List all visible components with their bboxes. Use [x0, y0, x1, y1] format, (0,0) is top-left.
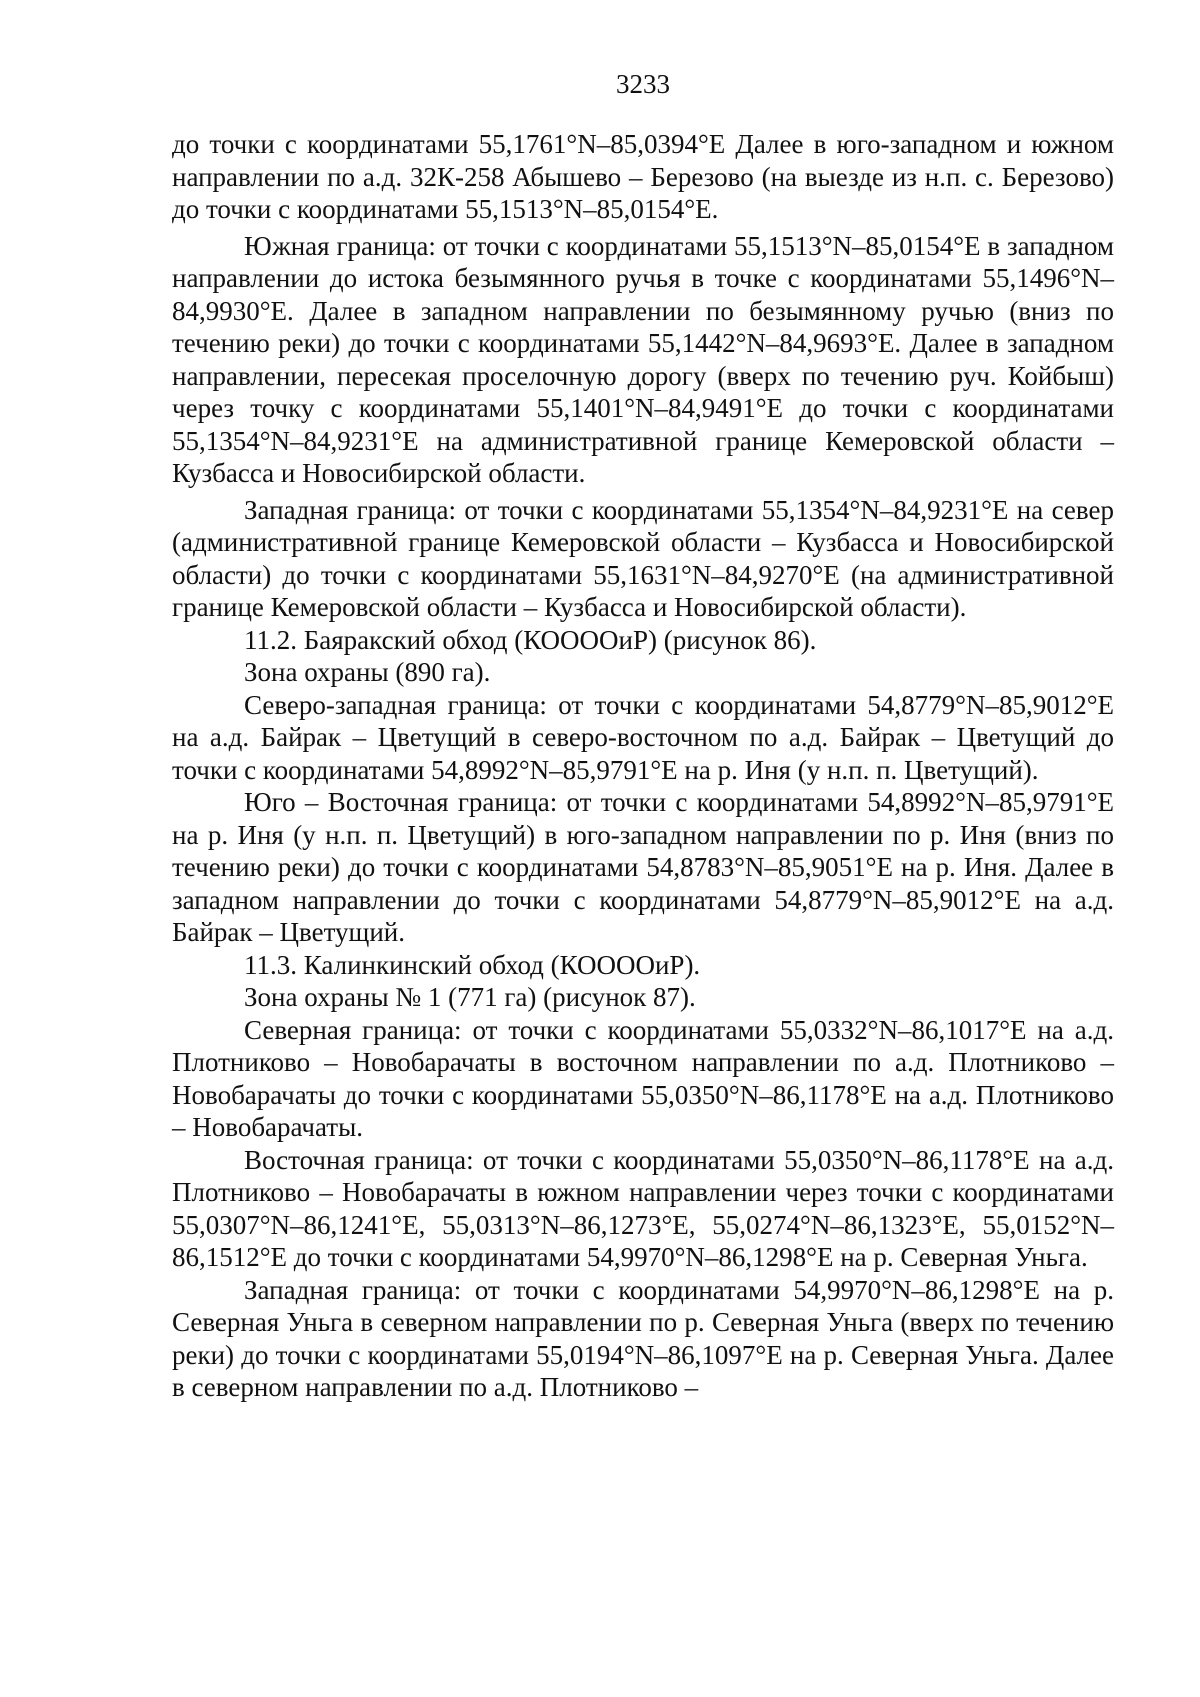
paragraph: Восточная граница: от точки с координатами 55,0350°N–86,1178°E на а.д. Плотниково – Новобарачаты в южном направлении через точки с координатами 55,0307°N–86,1241°E, 55,0313°N–86,1273°E, 55,0274°N–86,1323°E, 55,0152°N–86,1512°E до точки с координатами 54,9970°N–86,1298°E на р. Северная Уньга.	[172, 1144, 1114, 1272]
paragraph: Северо-западная граница: от точки с координатами 54,8779°N–85,9012°E на а.д. Байрак – Цветущий в северо-восточном по а.д. Байрак – Цветущий до точки с координатами 54,8992°N–85,9791°E на р. Иня (у н.п. п. Цветущий).	[172, 689, 1114, 785]
page-number: 3233	[616, 69, 670, 99]
paragraph: 11.2. Баяракский обход (КООООиР) (рисунок 86).	[244, 624, 817, 655]
paragraph: Западная граница: от точки с координатами 55,1354°N–84,9231°E на север (административной границе Кемеровской области – Кузбасса и Новосибирской области) до точки с координатами 55,1631°N–84,9270°E (на административной границе Кемеровской области – Кузбасса и Новосибирской области).	[172, 494, 1114, 622]
paragraph: Зона охраны № 1 (771 га) (рисунок 87).	[244, 982, 696, 1012]
paragraph: до точки с координатами 55,1761°N–85,0394°E Далее в юго-западном и южном направлении по а.д. 32К-258 Абышево – Березово (на выезде из н.п. с. Березово) до точки с координатами 55,1513°N–85,0154°E.	[172, 129, 1114, 224]
paragraph: Северная граница: от точки с координатами 55,0332°N–86,1017°E на а.д. Плотниково – Новобарачаты в восточном направлении по а.д. Плотниково – Новобарачаты до точки с координатами 55,0350°N–86,1178°E на а.д. Плотниково – Новобарачаты.	[172, 1014, 1114, 1142]
paragraph: 11.3. Калинкинский обход (КООООиР).	[244, 949, 701, 980]
paragraph: Зона охраны (890 га).	[244, 657, 491, 687]
paragraph: Западная граница: от точки с координатами 54,9970°N–86,1298°E на р. Северная Уньга в северном направлении по р. Северная Уньга (вверх по течению реки) до точки с координатами 55,0194°N–86,1097°E на р. Северная Уньга. Далее в северном направлении по а.д. Плотниково –	[172, 1274, 1114, 1402]
paragraph: Юго – Восточная граница: от точки с координатами 54,8992°N–85,9791°E на р. Иня (у н.п. п. Цветущий) в юго-западном направлении по р. Иня (вниз по течению реки) до точки с координатами 54,8783°N–85,9051°E на р. Иня. Далее в западном направлении до точки с координатами 54,8779°N–85,9012°E на а.д. Байрак – Цветущий.	[172, 787, 1114, 947]
paragraph: Южная граница: от точки с координатами 55,1513°N–85,0154°E в западном направлении до истока безымянного ручья в точке с координатами 55,1496°N–84,9930°E. Далее в западном направлении по безымянному ручью (вниз по течению реки) до точки с координатами 55,1442°N–84,9693°E. Далее в западном направлении, пересекая проселочную дорогу (вверх по течению руч. Койбыш) через точку с координатами 55,1401°N–84,9491°E до точки с координатами 55,1354°N–84,9231°E на административной границе Кемеровской области – Кузбасса и Новосибирской области.	[172, 230, 1114, 488]
document-body	[172, 128, 1114, 1404]
